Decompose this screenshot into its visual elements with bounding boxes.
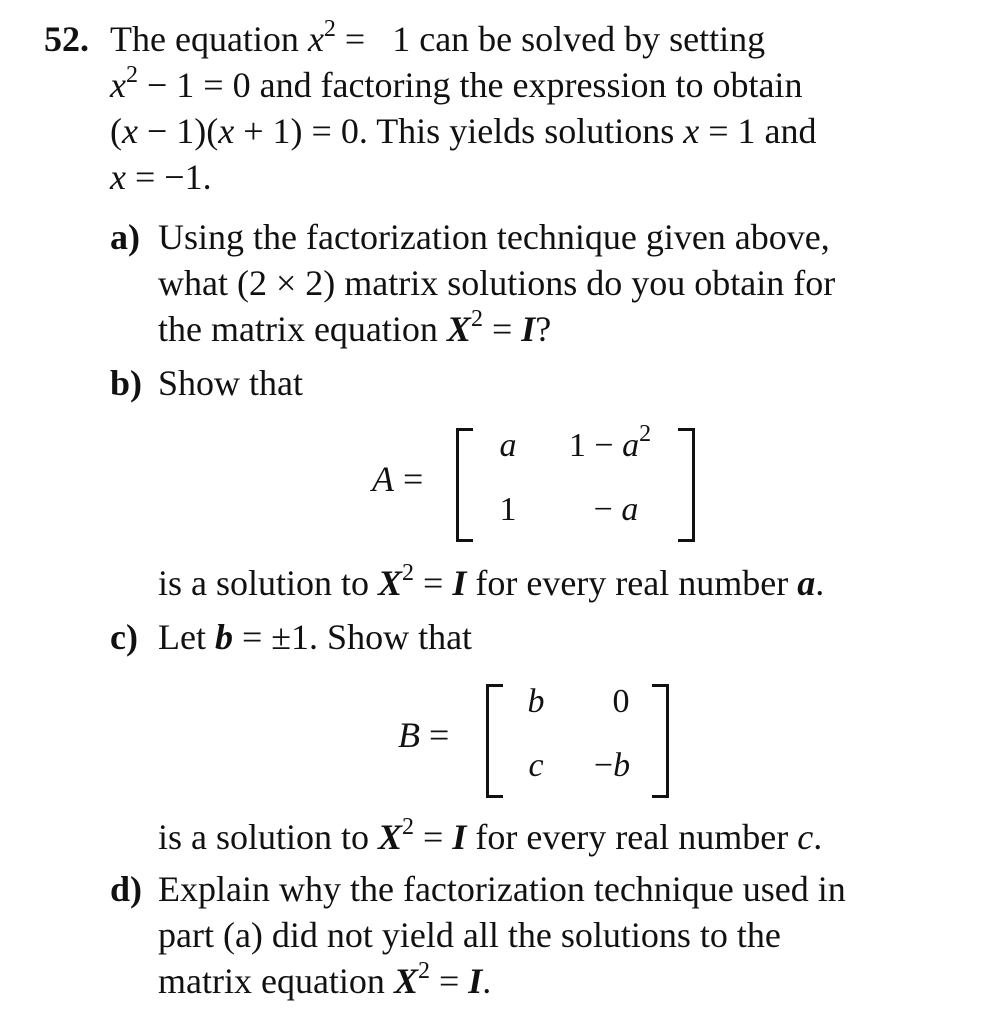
part-a-label-text: a) xyxy=(110,217,140,257)
matrix-a-cell-22 xyxy=(576,490,656,530)
matrix-a-left-bracket xyxy=(456,428,473,542)
intro-line-2 xyxy=(110,62,802,108)
part-b-text: = xyxy=(414,563,453,603)
identity-matrix-symbol: I xyxy=(452,563,467,603)
matrix-b-left-bracket xyxy=(486,684,503,798)
matrix-variable: X xyxy=(446,309,471,349)
matrix-variable: X xyxy=(378,817,403,857)
matrix-variable: X xyxy=(393,961,418,1001)
intro-exponent: 2 xyxy=(323,16,336,42)
part-b-text: Show that xyxy=(158,363,304,403)
intro-text: = −1. xyxy=(125,157,212,197)
matrix-b-right-bracket xyxy=(652,684,669,798)
matrix-a-cell-12 xyxy=(552,421,668,466)
matrix-a-cell-12-exp: 2 xyxy=(639,421,652,447)
matrix-a-cell-21: 1 xyxy=(499,491,517,528)
identity-matrix-symbol: I xyxy=(452,817,467,857)
intro-variable: x xyxy=(683,111,700,151)
exponent: 2 xyxy=(417,958,430,984)
part-c-text: is a solution to xyxy=(158,817,379,857)
matrix-b-cell-12: 0 xyxy=(612,683,630,720)
matrix-b-symbol: B xyxy=(398,715,420,755)
matrix-b-cell-22 xyxy=(582,746,642,786)
part-d-label-text: d) xyxy=(110,869,143,909)
part-b-label-text: b) xyxy=(110,363,143,403)
part-b-line-1 xyxy=(158,360,303,406)
part-c-label-text: c) xyxy=(110,617,138,657)
part-c-line-2 xyxy=(158,814,822,860)
part-b-line-2 xyxy=(158,560,824,606)
intro-text: ( xyxy=(110,111,122,151)
equals-sign: = xyxy=(394,459,424,499)
matrix-a-symbol: A xyxy=(372,459,394,499)
intro-text: − 1)( xyxy=(137,111,219,151)
matrix-a-cell-11: a xyxy=(499,427,517,464)
identity-matrix-symbol: I xyxy=(468,961,483,1001)
equals-sign: = xyxy=(420,715,450,755)
intro-line-3 xyxy=(110,108,816,154)
part-c-text: Let xyxy=(158,617,215,657)
part-d-text: Explain why the factorization technique used in xyxy=(158,869,846,909)
part-c-text: for every real number xyxy=(466,817,798,857)
part-a-text: what (2 × 2) matrix solutions do you obtain for xyxy=(158,263,836,303)
exponent: 2 xyxy=(402,560,415,586)
problem-number-text: 52. xyxy=(44,19,89,59)
part-c-label xyxy=(110,614,138,660)
intro-variable: x xyxy=(307,19,324,59)
variable: c xyxy=(797,817,814,857)
matrix-b-cell-22-var: b xyxy=(613,747,631,784)
part-d-text: = xyxy=(429,961,469,1001)
matrix-b-cell-22-text: − xyxy=(593,747,614,784)
intro-exponent: 2 xyxy=(125,62,138,88)
part-b-label xyxy=(110,360,142,406)
part-d-text: matrix equation xyxy=(158,961,394,1001)
part-c-text: = xyxy=(414,817,453,857)
variable: a xyxy=(797,563,816,603)
part-a-label xyxy=(110,214,140,260)
intro-text: The equation xyxy=(110,19,299,59)
intro-text: + 1) = 0. This yields solutions xyxy=(234,111,684,151)
part-b-text: for every real number xyxy=(466,563,798,603)
part-d-line-1 xyxy=(158,866,846,912)
part-a-line-1 xyxy=(158,214,830,260)
matrix-a-cell-12-text: 1 − xyxy=(568,427,623,464)
exponent: 2 xyxy=(470,306,483,332)
intro-text: − 1 = 0 and factoring the expression to obtain xyxy=(137,65,803,105)
part-a-text: ? xyxy=(535,309,552,349)
matrix-b-name xyxy=(398,712,449,758)
problem-number xyxy=(44,16,89,62)
matrix-a-cell-22-text: − xyxy=(593,491,622,528)
matrix-a-right-bracket xyxy=(678,428,695,542)
part-a-line-2 xyxy=(158,260,835,306)
matrix-variable: X xyxy=(378,563,403,603)
matrix-a-name xyxy=(372,456,423,502)
intro-variable: x xyxy=(122,111,138,151)
intro-variable: x xyxy=(110,65,126,105)
part-b-text: . xyxy=(815,563,825,603)
intro-variable: x xyxy=(218,111,235,151)
part-d-line-3 xyxy=(158,958,491,1004)
matrix-a-cell-12-var: a xyxy=(622,427,640,464)
part-a-text: = xyxy=(482,309,522,349)
part-a-text: Using the factorization technique given above, xyxy=(158,217,830,257)
matrix-a-cell-22-var: a xyxy=(621,491,639,528)
part-d-text: . xyxy=(482,961,492,1001)
part-b-text: is a solution to xyxy=(158,563,379,603)
part-d-text: part (a) did not yield all the solutions to the xyxy=(158,915,781,955)
intro-text: = 1 and xyxy=(699,111,817,151)
part-d-line-2 xyxy=(158,912,781,958)
part-c-text: = ±1. Show that xyxy=(232,617,473,657)
identity-matrix-symbol: I xyxy=(521,309,536,349)
part-a-text: the matrix equation xyxy=(158,309,447,349)
variable: b xyxy=(214,617,233,657)
part-d-label xyxy=(110,866,142,912)
matrix-b-cell-21: c xyxy=(528,747,544,784)
part-c-line-1 xyxy=(158,614,472,660)
part-a-line-3 xyxy=(158,306,551,352)
intro-variable: x xyxy=(110,157,126,197)
part-c-text: . xyxy=(813,817,823,857)
matrix-b-cell-11: b xyxy=(527,683,545,720)
exponent: 2 xyxy=(402,814,415,840)
intro-line-4 xyxy=(110,154,212,200)
intro-text: = 1 can be solved by setting xyxy=(344,19,766,59)
intro-line-1 xyxy=(110,16,918,62)
